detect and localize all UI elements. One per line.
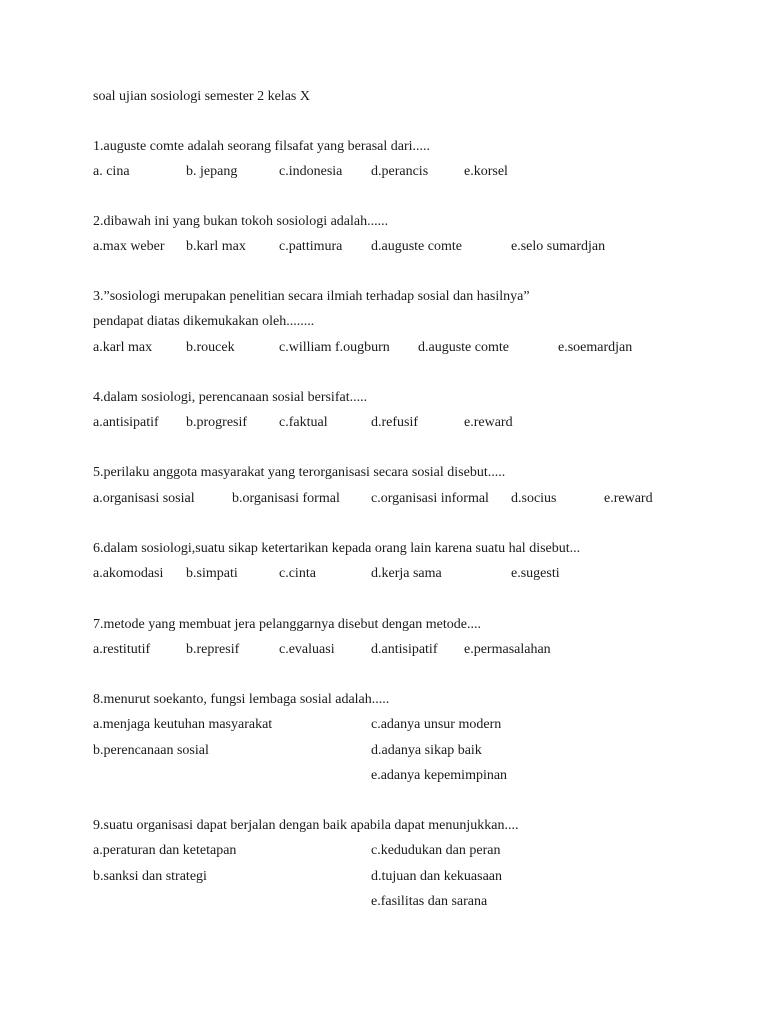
question-4-text: 4.dalam sosiologi, perencanaan sosial bersifat..... (93, 390, 368, 405)
question-6-option-e: e.sugesti (511, 566, 560, 581)
question-6-option-c: c.cinta (279, 566, 316, 581)
question-5-option-c: c.organisasi informal (371, 491, 489, 506)
question-6-text: 6.dalam sosiologi,suatu sikap ketertarikan kepada orang lain karena suatu hal disebut... (93, 541, 581, 556)
question-8-option-a: a.menjaga keutuhan masyarakat (93, 717, 273, 732)
question-1-option-b: b. jepang (186, 164, 238, 179)
question-9-option-b: b.sanksi dan strategi (93, 869, 207, 884)
question-2-option-c: c.pattimura (279, 239, 343, 254)
question-5-text: 5.perilaku anggota masyarakat yang terorganisasi secara sosial disebut..... (93, 465, 506, 480)
question-7-text: 7.metode yang membuat jera pelanggarnya disebut dengan metode.... (93, 617, 481, 632)
question-5-option-b: b.organisasi formal (232, 491, 340, 506)
question-9-option-c: c.kedudukan dan peran (371, 843, 501, 858)
question-9-text: 9.suatu organisasi dapat berjalan dengan baik apabila dapat menunjukkan.... (93, 818, 519, 833)
question-1-option-c: c.indonesia (279, 164, 343, 179)
question-7-option-b: b.represif (186, 642, 240, 657)
question-9-option-e: e.fasilitas dan sarana (371, 894, 488, 909)
question-4-option-a: a.antisipatif (93, 415, 159, 430)
question-2-option-e: e.selo sumardjan (511, 239, 606, 254)
question-5-option-e: e.reward (604, 491, 653, 506)
question-7-option-d: d.antisipatif (371, 642, 438, 657)
question-1-text: 1.auguste comte adalah seorang filsafat yang berasal dari..... (93, 139, 431, 154)
question-4-option-b: b.progresif (186, 415, 248, 430)
question-9-option-d: d.tujuan dan kekuasaan (371, 869, 503, 884)
question-4-option-d: d.refusif (371, 415, 419, 430)
question-4-option-c: c.faktual (279, 415, 328, 430)
question-3-option-a: a.karl max (93, 340, 153, 355)
question-8-option-e: e.adanya kepemimpinan (371, 768, 508, 783)
question-5-option-d: d.socius (511, 491, 557, 506)
question-2-option-a: a.max weber (93, 239, 165, 254)
question-7-option-a: a.restitutif (93, 642, 151, 657)
question-3-option-d: d.auguste comte (418, 340, 509, 355)
question-8-option-d: d.adanya sikap baik (371, 743, 482, 758)
question-6-option-d: d.kerja sama (371, 566, 442, 581)
question-3-option-e: e.soemardjan (558, 340, 633, 355)
question-1-option-a: a. cina (93, 164, 130, 179)
question-2-option-b: b.karl max (186, 239, 246, 254)
question-6-option-a: a.akomodasi (93, 566, 164, 581)
question-1-option-e: e.korsel (464, 164, 508, 179)
question-3-text-line-2: pendapat diatas dikemukakan oleh........ (93, 314, 315, 329)
question-1-option-d: d.perancis (371, 164, 429, 179)
question-2-option-d: d.auguste comte (371, 239, 462, 254)
document-title: soal ujian sosiologi semester 2 kelas X (93, 89, 310, 104)
question-4-option-e: e.reward (464, 415, 513, 430)
question-3-option-b: b.roucek (186, 340, 235, 355)
question-3-text: 3.”sosiologi merupakan penelitian secara ilmiah terhadap sosial dan hasilnya” (93, 289, 530, 304)
question-5-option-a: a.organisasi sosial (93, 491, 195, 506)
question-6-option-b: b.simpati (186, 566, 238, 581)
question-7-option-c: c.evaluasi (279, 642, 335, 657)
question-8-option-b: b.perencanaan sosial (93, 743, 209, 758)
question-8-option-c: c.adanya unsur modern (371, 717, 502, 732)
question-2-text: 2.dibawah ini yang bukan tokoh sosiologi adalah...... (93, 214, 389, 229)
question-7-option-e: e.permasalahan (464, 642, 551, 657)
question-8-text: 8.menurut soekanto, fungsi lembaga sosial adalah..... (93, 692, 390, 707)
question-3-option-c: c.william f.ougburn (279, 340, 390, 355)
question-9-option-a: a.peraturan dan ketetapan (93, 843, 237, 858)
